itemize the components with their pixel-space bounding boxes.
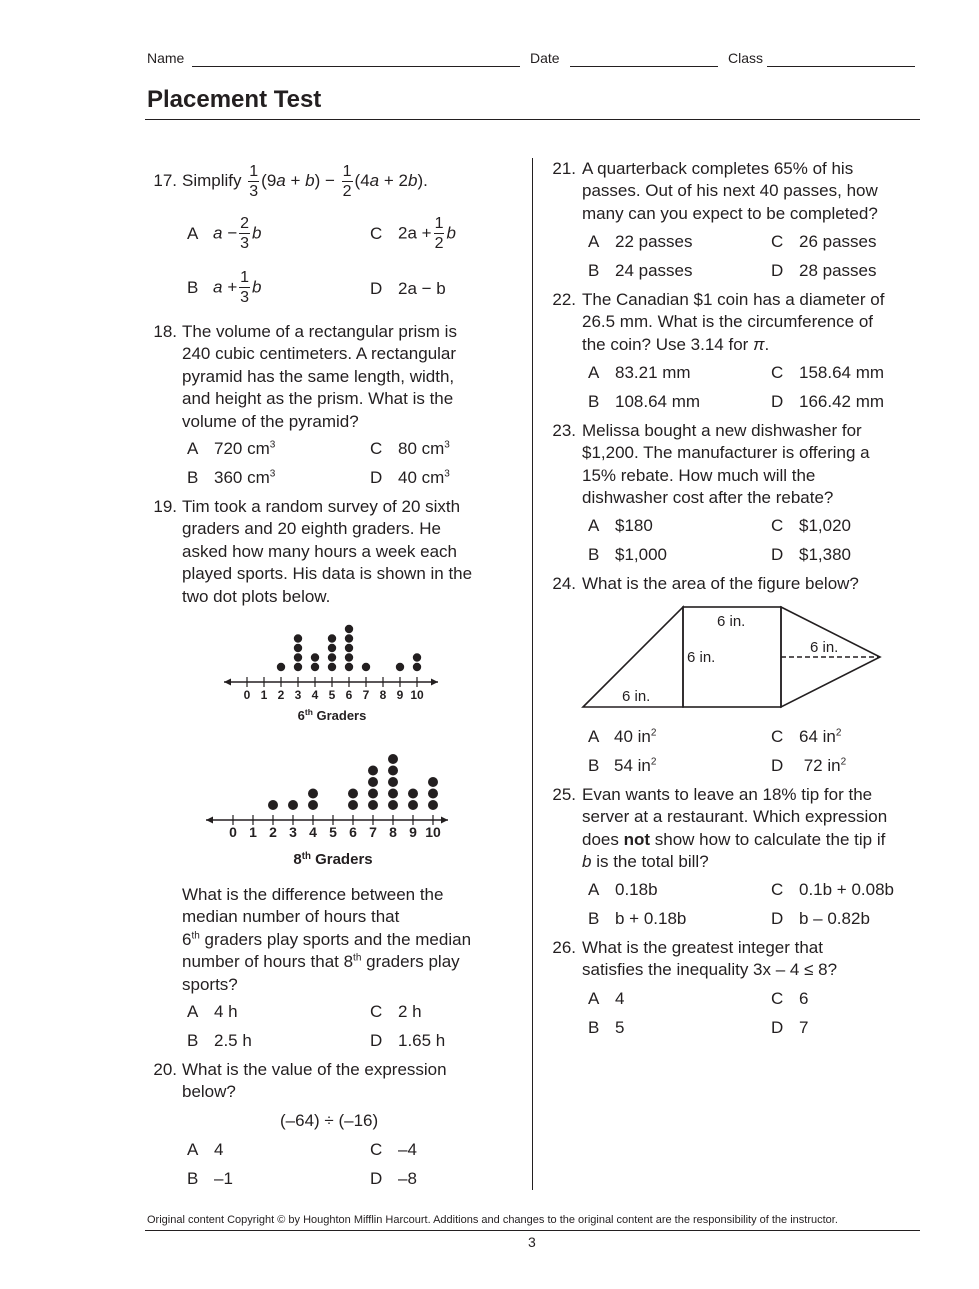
data-dot	[388, 777, 398, 787]
option-18-d[interactable]: D 40 $cm^3$	[370, 468, 450, 487]
data-dot	[368, 766, 378, 776]
data-dot	[362, 663, 370, 671]
tick-label: 7	[369, 824, 377, 840]
expression: (–64) ÷ (–16)	[280, 1111, 379, 1130]
dot-plot-6th-graders	[224, 625, 438, 723]
page-title: Placement Test	[147, 86, 322, 113]
data-dot	[294, 653, 302, 661]
dim-bottom: 6 in.	[622, 688, 651, 705]
data-dot	[294, 634, 302, 642]
tick-label: 9	[409, 824, 417, 840]
data-dot	[345, 625, 353, 633]
option-17-c[interactable]: C 2a + $\frac{1}{2}$ b	[370, 215, 456, 252]
option-21-d[interactable]: D 28 passes	[771, 261, 877, 280]
option-26-a[interactable]: A 4	[588, 989, 625, 1008]
tick-label: 6	[345, 688, 353, 702]
title-rule	[145, 119, 920, 120]
data-dot	[368, 800, 378, 810]
fraction-one-half: $\frac{1}{2}$	[342, 163, 352, 200]
option-23-b[interactable]: B $1,000	[588, 545, 667, 564]
data-dot	[328, 663, 336, 671]
option-18-a[interactable]: A 720 $cm^3$	[187, 439, 276, 458]
class-line	[767, 66, 915, 67]
option-19-c[interactable]: C 2 h	[370, 1002, 422, 1021]
tick-label: 0	[229, 824, 237, 840]
data-dot	[408, 789, 418, 799]
dim-side: 6 in.	[687, 649, 716, 666]
option-26-c[interactable]: C 6	[771, 989, 809, 1008]
left-arrow-icon	[206, 817, 213, 824]
data-dot	[428, 777, 438, 787]
option-23-d[interactable]: D $1,380	[771, 545, 851, 564]
option-25-c[interactable]: C 0.1b + 0.08b	[771, 880, 895, 899]
tick-label: 3	[289, 824, 297, 840]
option-21-b[interactable]: B 24 passes	[588, 261, 693, 280]
tick-label: 10	[410, 688, 424, 702]
data-dot	[396, 663, 404, 671]
dot-plots	[190, 605, 470, 885]
data-dot	[413, 663, 421, 671]
tick-label: 9	[396, 688, 404, 702]
option-23-a[interactable]: A $180	[588, 516, 653, 535]
data-dot	[348, 800, 358, 810]
tick-label: 3	[294, 688, 302, 702]
tick-label: 5	[329, 824, 337, 840]
tick-label: 4	[309, 824, 317, 840]
option-22-c[interactable]: C 158.64 mm	[771, 363, 885, 382]
right-arrow-icon	[441, 817, 448, 824]
question-19-followup: What is the difference between the median number of hours that 6th graders play sports and the median number of hours that 8th graders play sports?	[182, 885, 472, 994]
option-20-a[interactable]: A 4	[187, 1140, 224, 1159]
data-dot	[311, 663, 319, 671]
option-23-c[interactable]: C $1,020	[771, 516, 851, 535]
tick-label: 0	[243, 688, 251, 702]
data-dot	[408, 800, 418, 810]
class-label: Class	[728, 50, 764, 66]
tick-label: 8	[389, 824, 397, 840]
option-24-d[interactable]: D 72 $in^2$	[771, 756, 847, 775]
data-dot	[268, 800, 278, 810]
data-dot	[388, 754, 398, 764]
data-dot	[328, 634, 336, 642]
data-dot	[428, 800, 438, 810]
page-number: 3	[528, 1234, 536, 1250]
tick-label: 8	[379, 688, 387, 702]
name-label: Name	[147, 50, 185, 66]
option-20-c[interactable]: C –4	[370, 1140, 417, 1159]
column-divider	[532, 158, 533, 1190]
data-dot	[277, 663, 285, 671]
option-17-d[interactable]: D 2a − b	[370, 279, 446, 298]
composite-figure	[580, 604, 885, 710]
tick-label: 5	[328, 688, 336, 702]
data-dot	[388, 789, 398, 799]
fraction-one-third: $\frac{1}{3}$	[249, 163, 259, 200]
tick-label: 7	[362, 688, 370, 702]
option-21-c[interactable]: C 26 passes	[771, 232, 877, 251]
date-line	[570, 66, 718, 67]
option-17-a[interactable]: A a − $\frac{2}{3}$ b	[187, 215, 262, 252]
name-line	[192, 66, 520, 67]
option-24-b[interactable]: B 54 $in^2$	[588, 756, 657, 775]
dot-plot-8th-graders	[206, 754, 448, 868]
option-19-b[interactable]: B 2.5 h	[187, 1031, 252, 1050]
data-dot	[308, 789, 318, 799]
plot-label: 8th Graders	[293, 851, 373, 868]
option-19-d[interactable]: D 1.65 h	[370, 1031, 446, 1050]
footer-rule	[145, 1230, 920, 1231]
data-dot	[413, 653, 421, 661]
data-dot	[345, 663, 353, 671]
data-dot	[388, 800, 398, 810]
data-dot	[428, 789, 438, 799]
option-26-d[interactable]: D 7	[771, 1018, 809, 1037]
data-dot	[348, 789, 358, 799]
tick-label: 2	[269, 824, 277, 840]
option-26-b[interactable]: B 5	[588, 1018, 625, 1037]
option-18-b[interactable]: B 360 $cm^3$	[187, 468, 276, 487]
tick-label: 6	[349, 824, 357, 840]
data-dot	[294, 663, 302, 671]
dim-top: 6 in.	[717, 613, 746, 630]
dim-right: 6 in.	[810, 639, 839, 656]
option-24-c[interactable]: C 64 $in^2$	[771, 727, 842, 746]
data-dot	[345, 653, 353, 661]
option-21-a[interactable]: A 22 passes	[588, 232, 693, 251]
option-25-b[interactable]: B b + 0.18b	[588, 909, 687, 928]
date-label: Date	[530, 50, 560, 66]
tick-label: 4	[311, 688, 319, 702]
right-arrow-icon	[431, 679, 438, 686]
tick-label: 2	[277, 688, 285, 702]
option-24-a[interactable]: A 40 $in^2$	[588, 727, 657, 746]
question-number: 17.	[153, 171, 177, 190]
data-dot	[368, 777, 378, 787]
plot-label: 6th Graders	[297, 707, 367, 723]
copyright-notice: Original content Copyright © by Houghton Mifflin Harcourt. Additions and changes to the original content are the responsibility of the instructor.	[147, 1214, 838, 1226]
data-dot	[388, 766, 398, 776]
question-text: Simplify $\frac{1}{3}$ (9a + b) − $\frac{1}{2}$ (4a + 2b).	[182, 163, 428, 200]
data-dot	[345, 634, 353, 642]
option-22-a[interactable]: A 83.21 mm	[588, 363, 691, 382]
data-dot	[328, 653, 336, 661]
option-20-b[interactable]: B –1	[187, 1169, 233, 1188]
option-18-c[interactable]: C 80 $cm^3$	[370, 439, 450, 458]
option-25-d[interactable]: D b – 0.82b	[771, 909, 870, 928]
data-dot	[368, 789, 378, 799]
tick-label: 10	[425, 824, 441, 840]
data-dot	[311, 653, 319, 661]
name-field[interactable]	[147, 50, 184, 66]
option-20-d[interactable]: D –8	[370, 1169, 417, 1188]
data-dot	[345, 644, 353, 652]
question-17	[147, 160, 517, 210]
left-arrow-icon	[224, 679, 231, 686]
tick-label: 1	[260, 688, 268, 702]
option-22-b[interactable]: B 108.64 mm	[588, 392, 701, 411]
data-dot	[288, 800, 298, 810]
data-dot	[308, 800, 318, 810]
tick-label: 1	[249, 824, 257, 840]
option-19-a[interactable]: A 4 h	[187, 1002, 238, 1021]
option-22-d[interactable]: D 166.42 mm	[771, 392, 885, 411]
option-25-a[interactable]: A 0.18b	[588, 880, 658, 899]
option-17-b[interactable]: B a + $\frac{1}{3}$ b	[187, 269, 262, 306]
data-dot	[294, 644, 302, 652]
data-dot	[328, 644, 336, 652]
